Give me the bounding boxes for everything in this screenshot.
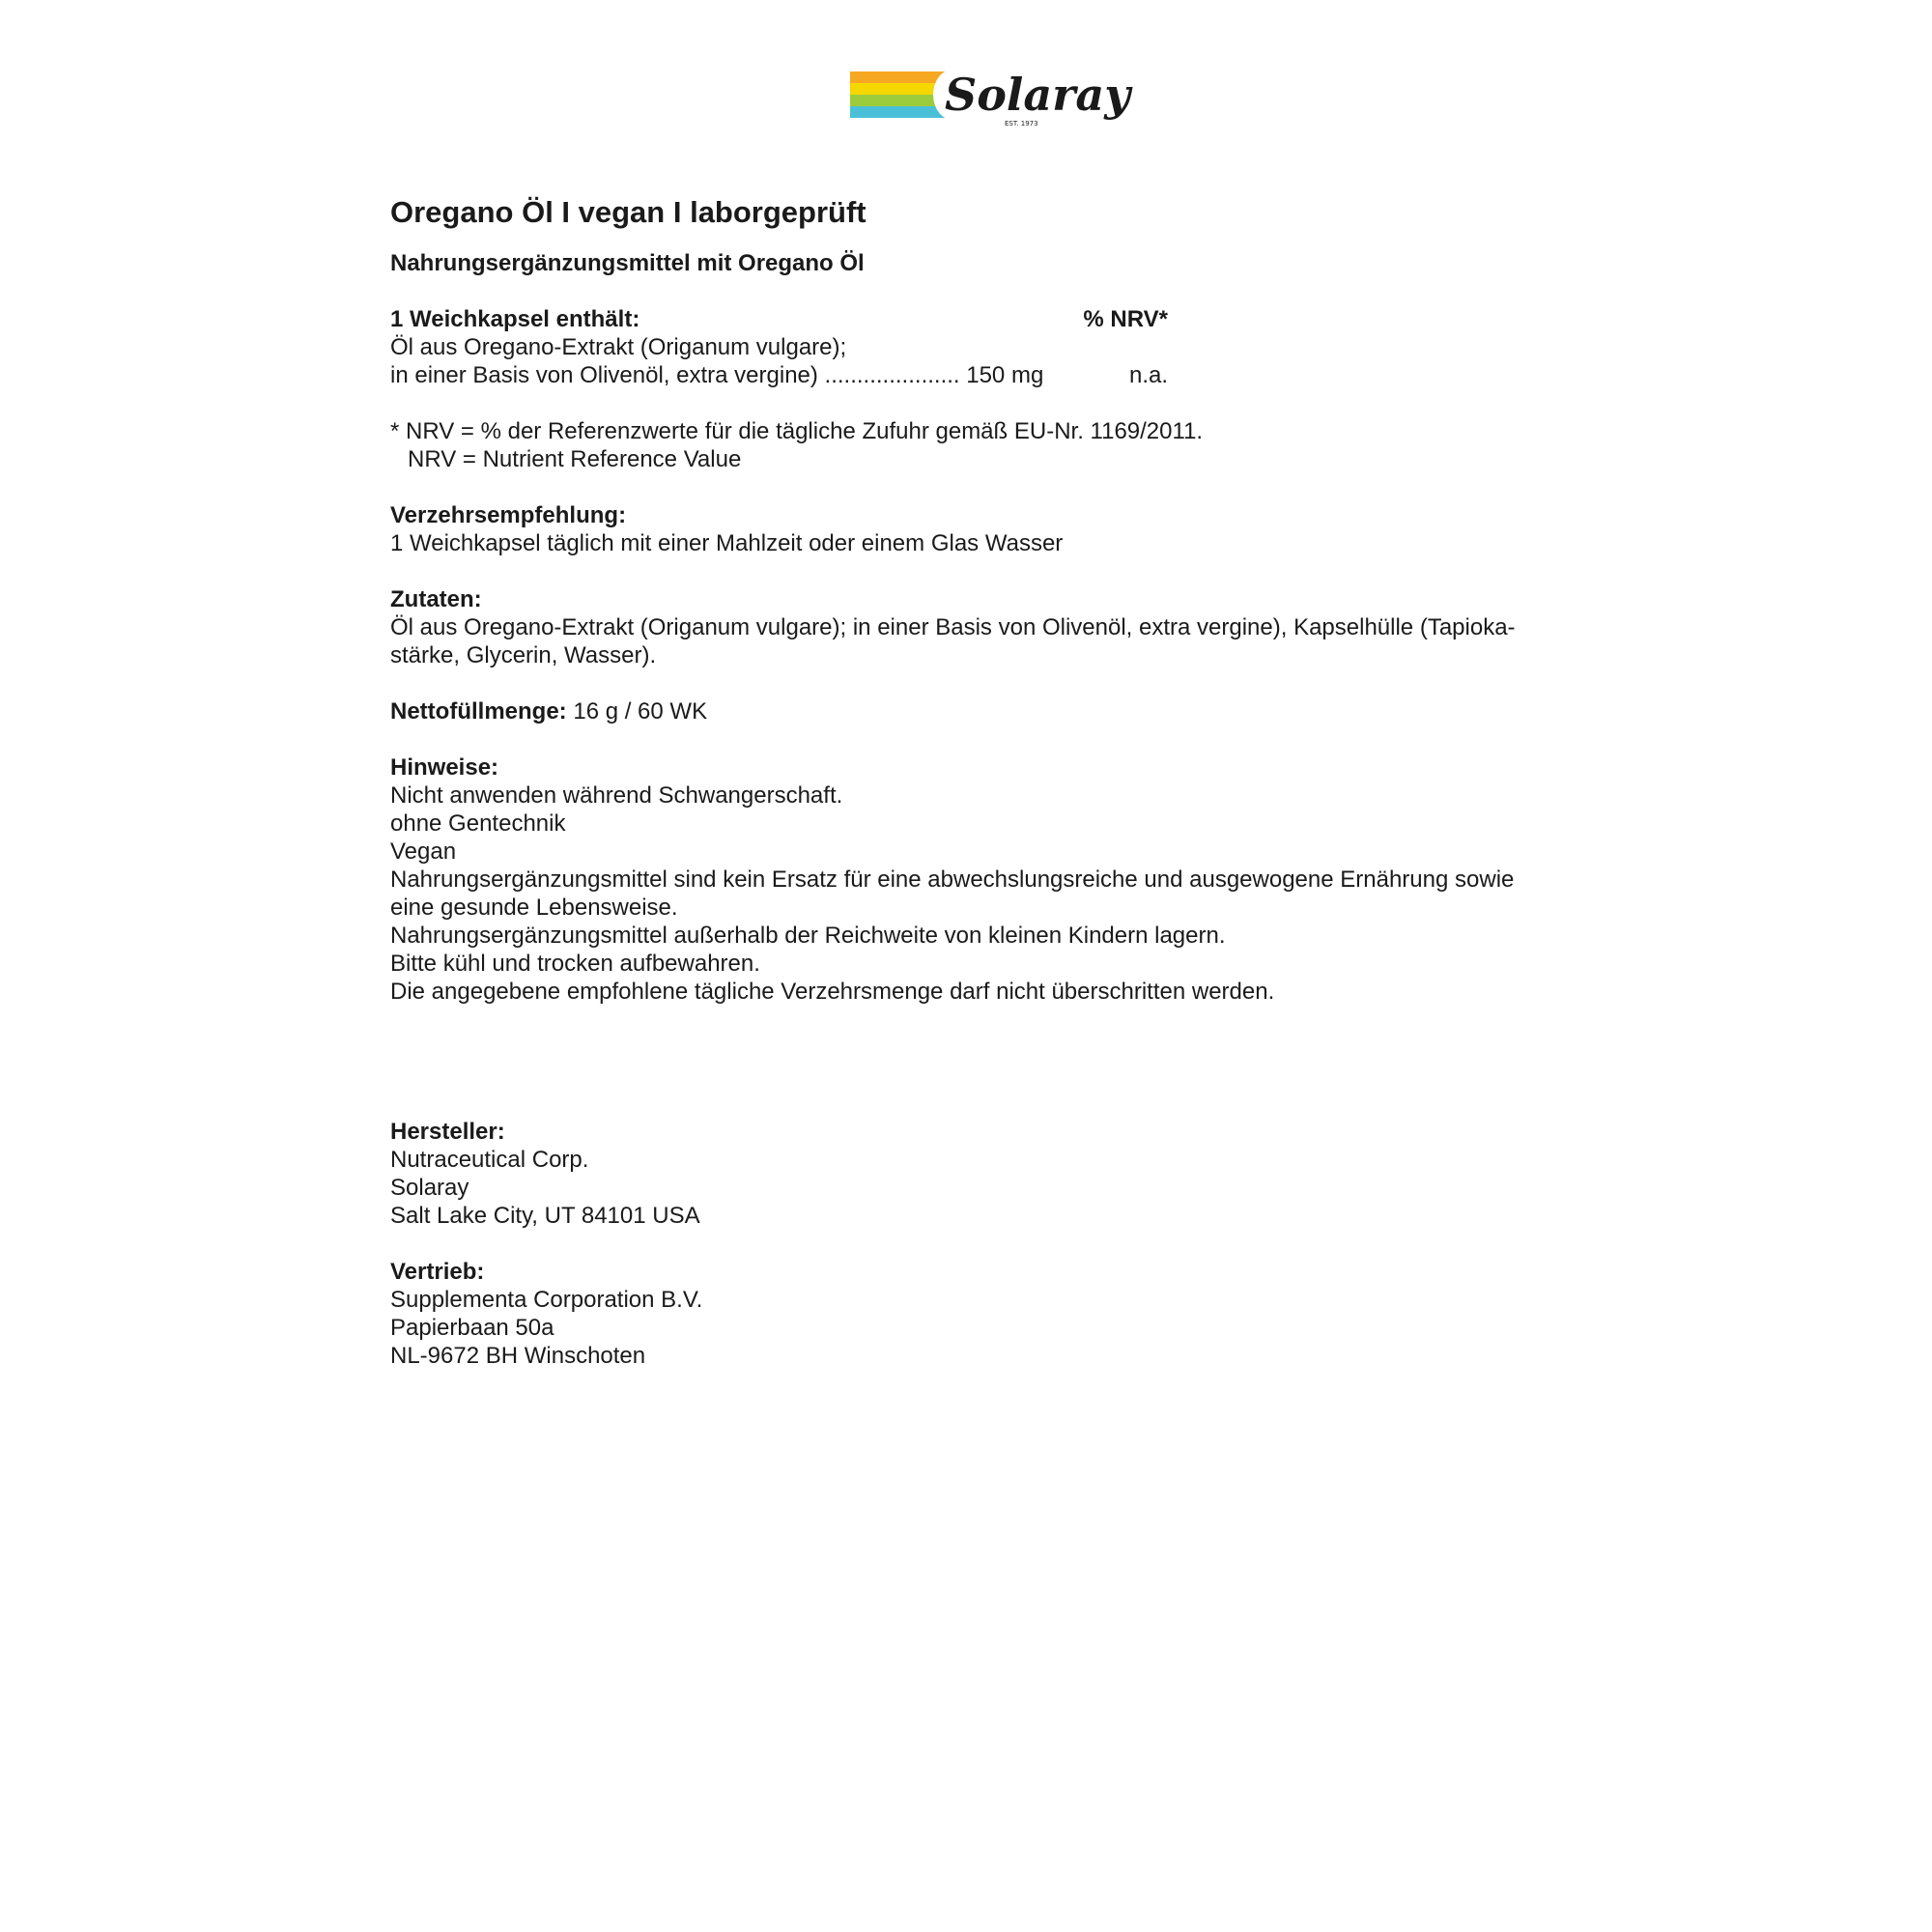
ingredients-heading: Zutaten: bbox=[390, 586, 482, 612]
manufacturer-line: Salt Lake City, UT 84101 USA bbox=[390, 1203, 700, 1229]
net-quantity-value: 16 g / 60 WK bbox=[573, 698, 708, 724]
composition-line-2-right: n.a. bbox=[1128, 362, 1168, 388]
distributor-section bbox=[390, 1258, 1588, 1370]
notes-line: Nahrungsergänzungsmittel außerhalb der Reichweite von kleinen Kindern lagern. bbox=[390, 923, 1226, 949]
logo-stripe-orange bbox=[850, 71, 947, 83]
page-title: Oregano Öl I vegan I laborgeprüft bbox=[390, 195, 867, 229]
notes-line: Vegan bbox=[390, 838, 457, 865]
dosage-section bbox=[390, 501, 1588, 557]
nrv-footnote bbox=[390, 417, 1588, 473]
logo-stripe-green bbox=[850, 95, 947, 106]
subtitle: Nahrungsergänzungsmittel mit Oregano Öl bbox=[390, 250, 865, 276]
footnote-line-2: NRV = Nutrient Reference Value bbox=[408, 446, 742, 472]
ingredients-section bbox=[390, 585, 1588, 669]
composition-line-1 bbox=[390, 333, 1588, 361]
ingredients-line-2: stärke, Glycerin, Wasser). bbox=[390, 642, 657, 668]
notes-line: ohne Gentechnik bbox=[390, 810, 566, 837]
dosage-heading: Verzehrsempfehlung: bbox=[390, 502, 627, 528]
composition-header-right: % NRV* bbox=[1083, 306, 1168, 332]
composition-line-2-left: in einer Basis von Olivenöl, extra vergine) ..................... 150 mg bbox=[390, 362, 1044, 388]
manufacturer-line: Nutraceutical Corp. bbox=[390, 1147, 589, 1173]
composition-header-left: 1 Weichkapsel enthält: bbox=[390, 306, 640, 332]
notes-line: Nicht anwenden während Schwangerschaft. bbox=[390, 782, 843, 809]
logo-tagline: EST. 1973 bbox=[1005, 120, 1038, 128]
manufacturer-line: Solaray bbox=[390, 1175, 469, 1201]
dosage-text: 1 Weichkapsel täglich mit einer Mahlzeit oder einem Glas Wasser bbox=[390, 530, 1064, 556]
ingredients-line-1: Öl aus Oregano-Extrakt (Origanum vulgare); in einer Basis von Olivenöl, extra vergine), Kapselhülle (Tapioka- bbox=[390, 614, 1516, 640]
composition-line-1-text: Öl aus Oregano-Extrakt (Origanum vulgare); bbox=[390, 334, 847, 360]
notes-line: Bitte kühl und trocken aufbewahren. bbox=[390, 951, 760, 977]
notes-line: Die angegebene empfohlene tägliche Verzehrsmenge darf nicht überschritten werden. bbox=[390, 979, 1275, 1005]
composition-header-row bbox=[390, 305, 1588, 333]
logo-stripe-yellow bbox=[850, 83, 947, 95]
spacer bbox=[390, 1034, 1588, 1118]
solaray-logo bbox=[850, 66, 1130, 129]
footnote-line-1: * NRV = % der Referenzwerte für die tägliche Zufuhr gemäß EU-Nr. 1169/2011. bbox=[390, 418, 1204, 444]
net-quantity bbox=[390, 697, 1588, 725]
solaray-logo-graphic bbox=[850, 66, 1130, 129]
manufacturer-heading: Hersteller: bbox=[390, 1119, 505, 1145]
distributor-heading: Vertrieb: bbox=[390, 1259, 485, 1285]
notes-section bbox=[390, 753, 1588, 1006]
logo-stripe-blue bbox=[850, 106, 947, 118]
distributor-line: NL-9672 BH Winschoten bbox=[390, 1343, 646, 1369]
notes-heading: Hinweise: bbox=[390, 754, 499, 781]
product-label-document bbox=[390, 193, 1588, 1398]
notes-line: Nahrungsergänzungsmittel sind kein Ersatz für eine abwechslungsreiche und ausgewogene Ernährung sowie bbox=[390, 867, 1515, 893]
net-quantity-label: Nettofüllmenge: bbox=[390, 698, 567, 724]
composition-line-2 bbox=[390, 361, 1588, 389]
distributor-line: Papierbaan 50a bbox=[390, 1315, 554, 1341]
notes-line: eine gesunde Lebensweise. bbox=[390, 895, 678, 921]
manufacturer-section bbox=[390, 1118, 1588, 1230]
logo-wordmark: Solaray bbox=[945, 69, 1130, 121]
distributor-line: Supplementa Corporation B.V. bbox=[390, 1287, 703, 1313]
composition-table bbox=[390, 305, 1588, 389]
